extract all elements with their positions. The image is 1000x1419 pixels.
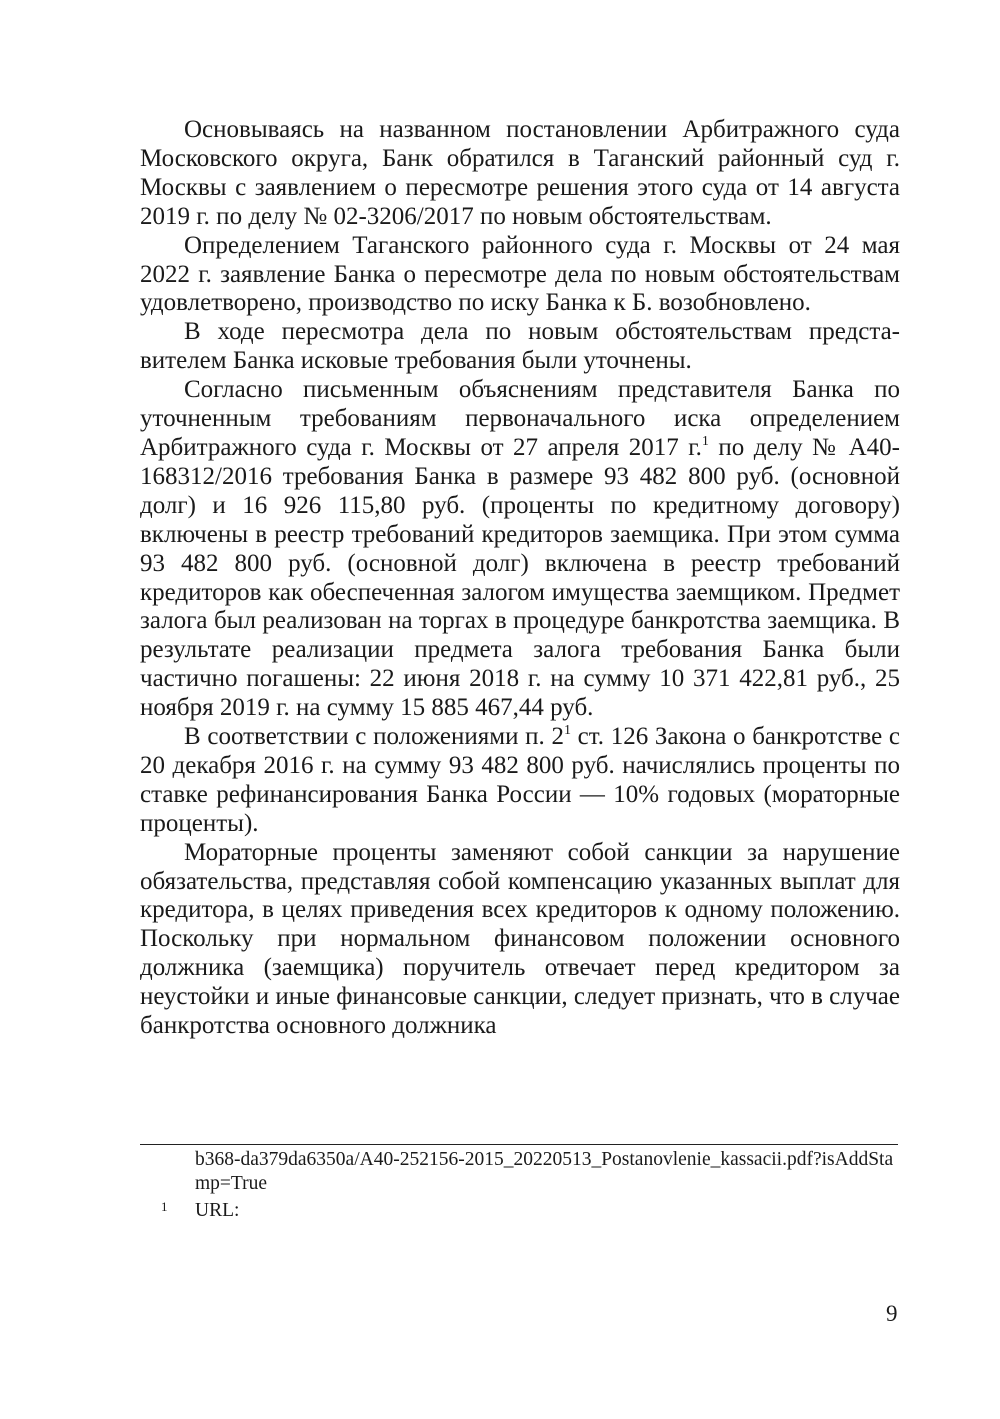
paragraph-5-part-1: В соответствии с положениями п. 2 bbox=[184, 723, 564, 751]
footnote-1-mark: 1 bbox=[161, 1199, 168, 1214]
footnote-continuation: b368-da379da6350a/A40-252156-2015_20220513_Postanovlenie_kassacii.pdf?isAddStamp=True bbox=[195, 1149, 894, 1194]
footnotes bbox=[140, 1148, 900, 1223]
main-text bbox=[140, 116, 900, 1041]
footnote-separator bbox=[140, 1144, 898, 1145]
paragraph-5-part-2: ст. 126 Закона о банкротстве с 20 декабря 2016 г. на сумму 93 482 800 руб. начислялись проценты по ставке рефинансирования Банка России — 10% годовых (мораторные проценты). bbox=[140, 723, 900, 837]
footnote-1-text: URL: bbox=[195, 1200, 240, 1221]
paragraph-6: Мораторные проценты заменяют собой санкции за нарушение обязательства, представляя собой компенсацию указанных выплат для кредитора, в целях приведения всех кредиторов к одному положению. Поскольку при нормальном финансовом положении основного должника (заемщика) поручитель отвечает перед кредитором за неустойки и иные финансовые санкции, следует признать, что в случае банкротства основного должника bbox=[140, 838, 900, 1040]
paragraph-4-part-1: Согласно письменным объяснениям представителя Банка по уточненным требованиям первоначального иска определением Арбитражного суда г. Москвы от 27 апреля 2017 г. bbox=[140, 376, 900, 461]
footnote-ref-1: 1 bbox=[701, 433, 709, 449]
paragraph-4-part-2: по делу № А40-168312/2016 требования Банка в размере 93 482 800 руб. (основной долг) и 16 926 115,80 руб. (проценты по кредитному договору) включены в реестр требований кредиторов заемщика. При этом сумма 93 482 800 руб. (основной долг) включена в реестр требований кредиторов как обеспеченная залогом имущества заемщиком. Предмет залога был реализован на торгах в процедуре банкротства заемщика. В результате реализации предмета залога требования Банка были частично погашены: 22 июня 2018 г. на сумму 10 371 422,81 руб., 25 ноября 2019 г. на сумму 15 885 467,44 руб. bbox=[140, 433, 901, 722]
paragraph-3: В ходе пересмотра дела по новым обстоятельствам представителем Банка исковые требования были уточнены. bbox=[140, 318, 900, 375]
paragraph-1: Основываясь на названном постановлении Арбитражного суда Московского округа, Банк обратился в Таганский районный суд г. Москвы с заявлением о пересмотре решения этого суда от 14 августа 2019 г. по делу № 02-3206/2017 по новым обстоятельствам. bbox=[140, 116, 900, 230]
paragraph-4 bbox=[140, 376, 900, 723]
paragraph-superscript: 1 bbox=[563, 722, 571, 738]
paragraph-2: Определением Таганского районного суда г. Москвы от 24 мая 2022 г. заявление Банка о пересмотре дела по новым обстоятельствам удовлетворено, производство по иску Банка к Б. возобновлено. bbox=[140, 231, 900, 317]
footnote-1 bbox=[161, 1199, 900, 1223]
paragraph-5 bbox=[140, 723, 900, 839]
page-number: 9 bbox=[886, 1301, 898, 1326]
